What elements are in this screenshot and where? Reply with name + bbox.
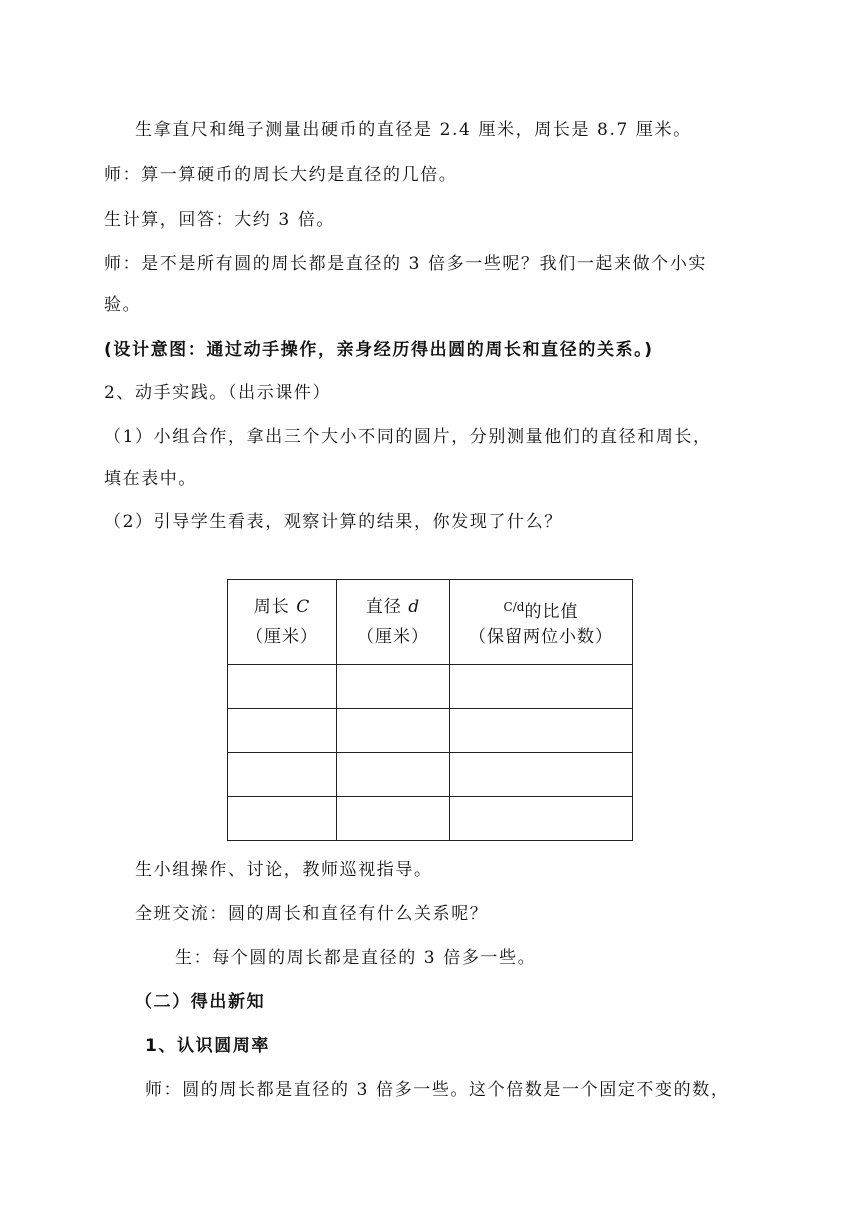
section-heading: （二）得出新知 — [135, 992, 266, 1012]
header-ratio: $^{C/d}$的比值 （保留两位小数） — [450, 580, 633, 665]
table-cell[interactable] — [450, 797, 633, 841]
header-diameter: 直径 d （厘米） — [337, 580, 450, 665]
table-header-row — [228, 580, 633, 665]
table-cell[interactable] — [228, 665, 337, 709]
text-line: 生拿直尺和绳子测量出硬币的直径是 2.4 厘米，周长是 8.7 厘米。 — [135, 120, 692, 140]
table-cell[interactable] — [450, 753, 633, 797]
table-row — [228, 709, 633, 753]
table-cell[interactable] — [450, 709, 633, 753]
table-cell[interactable] — [337, 753, 450, 797]
text-line: 全班交流：圆的周长和直径有什么关系呢？ — [135, 904, 489, 924]
text-line: 验。 — [104, 295, 142, 315]
table-row — [228, 797, 633, 841]
text-line: （2）引导学生看表，观察计算的结果，你发现了什么？ — [104, 512, 563, 532]
text-line: 填在表中。 — [104, 469, 197, 489]
text-line: 生小组操作、讨论，教师巡视指导。 — [135, 860, 433, 880]
table-cell[interactable] — [337, 665, 450, 709]
table-cell[interactable] — [337, 797, 450, 841]
text-line: 师：圆的周长都是直径的 3 倍多一些。这个倍数是一个固定不变的数， — [145, 1080, 730, 1100]
table-cell[interactable] — [228, 797, 337, 841]
measurement-table — [227, 579, 633, 841]
text-line: （1）小组合作，拿出三个大小不同的圆片，分别测量他们的直径和周长， — [104, 427, 712, 447]
table-cell[interactable] — [228, 753, 337, 797]
subsection-heading: 1、认识圆周率 — [145, 1036, 271, 1056]
text-line: 生计算，回答：大约 3 倍。 — [104, 210, 336, 230]
table-cell[interactable] — [450, 665, 633, 709]
header-circumference: 周长 C （厘米） — [228, 580, 337, 665]
text-line: 师：是不是所有圆的周长都是直径的 3 倍多一些呢？我们一起来做个小实 — [104, 254, 708, 274]
text-line: 师：算一算硬币的周长大约是直径的几倍。 — [104, 165, 458, 185]
section-heading: 2、动手实践。（出示课件） — [104, 383, 332, 403]
table-row — [228, 665, 633, 709]
table-row — [228, 753, 633, 797]
text-line: 生：每个圆的周长都是直径的 3 倍多一些。 — [175, 948, 537, 968]
design-intent-note: (设计意图：通过动手操作，亲身经历得出圆的周长和直径的关系。) — [104, 340, 654, 360]
table-cell[interactable] — [228, 709, 337, 753]
table-cell[interactable] — [337, 709, 450, 753]
